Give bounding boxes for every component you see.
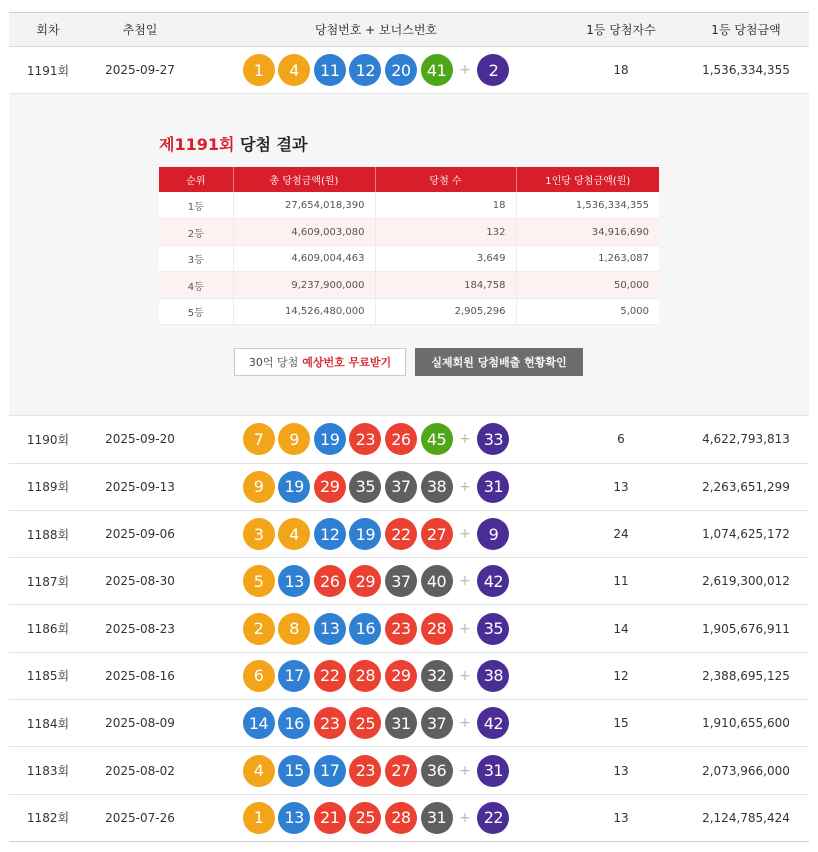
number-ball: 31 xyxy=(385,707,417,739)
prize-per-person: 50,000 xyxy=(516,272,659,299)
prize-total: 9,237,900,000 xyxy=(233,272,375,299)
number-ball: 8 xyxy=(278,613,310,645)
number-ball: 4 xyxy=(278,518,310,550)
winners-cell: 18 xyxy=(613,63,629,78)
number-ball: 28 xyxy=(349,660,381,692)
winners-cell: 11 xyxy=(613,574,629,589)
prize-row xyxy=(159,245,659,272)
number-ball: 23 xyxy=(385,613,417,645)
table-row[interactable] xyxy=(9,605,809,652)
round-cell: 1184회 xyxy=(26,716,70,731)
prize-count: 132 xyxy=(375,219,516,246)
number-ball: 29 xyxy=(314,471,346,503)
numbers-cell xyxy=(193,795,559,841)
prize-count: 184,758 xyxy=(375,272,516,299)
number-ball: 38 xyxy=(421,471,453,503)
plus-icon: + xyxy=(459,620,471,637)
number-ball: 35 xyxy=(349,471,381,503)
table-row[interactable] xyxy=(9,416,809,463)
bonus-ball: 9 xyxy=(477,518,509,550)
number-ball: 13 xyxy=(278,802,310,834)
date-cell: 2025-09-13 xyxy=(105,479,175,494)
prize-col-rank: 순위 xyxy=(159,167,233,192)
number-ball: 29 xyxy=(349,565,381,597)
date-cell: 2025-08-30 xyxy=(105,574,175,589)
prize-table xyxy=(159,167,659,325)
winners-cell: 13 xyxy=(613,763,629,778)
round-cell: 1185회 xyxy=(26,669,70,684)
plus-icon: + xyxy=(459,667,471,684)
ball-group xyxy=(243,423,510,455)
amount-cell: 2,124,785,424 xyxy=(702,810,790,825)
number-ball: 17 xyxy=(314,755,346,787)
date-cell: 2025-09-20 xyxy=(105,432,175,447)
prize-col-per-person: 1인당 당첨금액(원) xyxy=(516,167,659,192)
numbers-cell xyxy=(193,464,559,510)
number-ball: 9 xyxy=(243,471,275,503)
numbers-cell xyxy=(193,700,559,746)
numbers-cell xyxy=(193,605,559,651)
date-cell: 2025-09-06 xyxy=(105,527,175,542)
date-cell: 2025-08-23 xyxy=(105,621,175,636)
amount-cell: 4,622,793,813 xyxy=(702,432,790,447)
number-ball: 9 xyxy=(278,423,310,455)
number-ball: 14 xyxy=(243,707,275,739)
winners-cell: 13 xyxy=(613,810,629,825)
header-winners: 1등 당첨자수 xyxy=(586,23,656,37)
ball-group xyxy=(243,613,510,645)
prize-rank: 4등 xyxy=(159,272,233,299)
number-ball: 27 xyxy=(385,755,417,787)
table-row[interactable] xyxy=(9,558,809,605)
number-ball: 25 xyxy=(349,707,381,739)
winners-cell: 14 xyxy=(613,621,629,636)
amount-cell: 1,536,334,355 xyxy=(702,63,790,78)
plus-icon: + xyxy=(459,526,471,543)
bonus-ball: 2 xyxy=(477,54,509,86)
prize-col-total: 총 당첨금액(원) xyxy=(233,167,375,192)
number-ball: 22 xyxy=(385,518,417,550)
number-ball: 7 xyxy=(243,423,275,455)
number-ball: 16 xyxy=(349,613,381,645)
free-prediction-highlight: 예상번호 무료받기 xyxy=(302,356,392,370)
number-ball: 13 xyxy=(314,613,346,645)
number-ball: 41 xyxy=(421,54,453,86)
date-cell: 2025-07-26 xyxy=(105,810,175,825)
table-row[interactable] xyxy=(9,47,809,94)
number-ball: 31 xyxy=(421,802,453,834)
table-row[interactable] xyxy=(9,464,809,511)
winners-cell: 15 xyxy=(613,716,629,731)
prize-col-count: 당첨 수 xyxy=(375,167,516,192)
amount-cell: 2,388,695,125 xyxy=(702,668,790,683)
table-row[interactable] xyxy=(9,653,809,700)
prize-rank: 2등 xyxy=(159,219,233,246)
detail-title-text: 당첨 결과 xyxy=(234,135,308,155)
numbers-cell xyxy=(193,653,559,699)
amount-cell: 2,619,300,012 xyxy=(702,574,790,589)
bonus-ball: 33 xyxy=(477,423,509,455)
amount-cell: 1,074,625,172 xyxy=(702,527,790,542)
plus-icon: + xyxy=(459,762,471,779)
winners-cell: 13 xyxy=(613,479,629,494)
amount-cell: 2,073,966,000 xyxy=(702,763,790,778)
prize-count: 3,649 xyxy=(375,245,516,272)
bonus-ball: 31 xyxy=(477,755,509,787)
prize-rank: 1등 xyxy=(159,192,233,219)
numbers-cell xyxy=(193,558,559,604)
ball-group xyxy=(243,755,510,787)
round-cell: 1190회 xyxy=(26,432,70,447)
number-ball: 19 xyxy=(349,518,381,550)
numbers-cell xyxy=(193,511,559,557)
round-cell: 1182회 xyxy=(26,811,70,826)
plus-icon: + xyxy=(459,431,471,448)
prize-per-person: 1,263,087 xyxy=(516,245,659,272)
lotto-results-table xyxy=(9,12,809,842)
plus-icon: + xyxy=(459,809,471,826)
number-ball: 4 xyxy=(278,54,310,86)
bonus-ball: 38 xyxy=(477,660,509,692)
ball-group xyxy=(243,802,510,834)
number-ball: 11 xyxy=(314,54,346,86)
prize-total: 4,609,003,080 xyxy=(233,219,375,246)
number-ball: 37 xyxy=(385,565,417,597)
winners-cell: 24 xyxy=(613,527,629,542)
number-ball: 3 xyxy=(243,518,275,550)
number-ball: 19 xyxy=(278,471,310,503)
plus-icon: + xyxy=(459,573,471,590)
ball-group xyxy=(243,471,510,503)
prize-row xyxy=(159,192,659,219)
table-row[interactable] xyxy=(9,795,809,842)
number-ball: 5 xyxy=(243,565,275,597)
number-ball: 40 xyxy=(421,565,453,597)
prize-rank: 5등 xyxy=(159,298,233,325)
prize-row xyxy=(159,219,659,246)
round-cell: 1187회 xyxy=(26,574,70,589)
number-ball: 6 xyxy=(243,660,275,692)
number-ball: 26 xyxy=(314,565,346,597)
amount-cell: 1,905,676,911 xyxy=(702,621,790,636)
prize-rank: 3등 xyxy=(159,245,233,272)
bonus-ball: 42 xyxy=(477,707,509,739)
number-ball: 23 xyxy=(349,423,381,455)
plus-icon: + xyxy=(459,62,471,79)
number-ball: 20 xyxy=(385,54,417,86)
number-ball: 25 xyxy=(349,802,381,834)
header-numbers: 당첨번호 + 보너스번호 xyxy=(314,23,437,37)
ball-group xyxy=(243,565,510,597)
ball-group xyxy=(243,54,510,86)
round-cell: 1191회 xyxy=(26,63,70,78)
number-ball: 15 xyxy=(278,755,310,787)
detail-title-round: 제1191회 xyxy=(159,135,235,155)
round-cell: 1188회 xyxy=(26,527,70,542)
prize-row xyxy=(159,272,659,299)
free-prediction-button[interactable] xyxy=(234,348,406,376)
numbers-cell xyxy=(193,747,559,793)
ball-group xyxy=(243,518,510,550)
number-ball: 12 xyxy=(349,54,381,86)
number-ball: 27 xyxy=(421,518,453,550)
round-cell: 1186회 xyxy=(26,622,70,637)
number-ball: 28 xyxy=(421,613,453,645)
round-cell: 1189회 xyxy=(26,480,70,495)
number-ball: 36 xyxy=(421,755,453,787)
date-cell: 2025-08-16 xyxy=(105,668,175,683)
header-round: 회차 xyxy=(36,23,60,37)
table-row[interactable] xyxy=(9,511,809,558)
number-ball: 2 xyxy=(243,613,275,645)
prize-row xyxy=(159,298,659,325)
amount-cell: 2,263,651,299 xyxy=(702,479,790,494)
date-cell: 2025-09-27 xyxy=(105,63,175,78)
date-cell: 2025-08-02 xyxy=(105,763,175,778)
number-ball: 37 xyxy=(385,471,417,503)
number-ball: 22 xyxy=(314,660,346,692)
prize-per-person: 1,536,334,355 xyxy=(516,192,659,219)
plus-icon: + xyxy=(459,478,471,495)
numbers-cell xyxy=(193,416,559,462)
table-header xyxy=(9,12,809,47)
table-row[interactable] xyxy=(9,700,809,747)
round-cell: 1183회 xyxy=(26,764,70,779)
numbers-cell xyxy=(193,47,559,93)
number-ball: 4 xyxy=(243,755,275,787)
number-ball: 23 xyxy=(349,755,381,787)
number-ball: 16 xyxy=(278,707,310,739)
number-ball: 37 xyxy=(421,707,453,739)
number-ball: 17 xyxy=(278,660,310,692)
amount-cell: 1,910,655,600 xyxy=(702,716,790,731)
prize-count: 2,905,296 xyxy=(375,298,516,325)
number-ball: 23 xyxy=(314,707,346,739)
bonus-ball: 42 xyxy=(477,565,509,597)
ball-group xyxy=(243,707,510,739)
winners-cell: 6 xyxy=(617,432,625,447)
prize-count: 18 xyxy=(375,192,516,219)
plus-icon: + xyxy=(459,715,471,732)
date-cell: 2025-08-09 xyxy=(105,716,175,731)
free-prediction-prefix: 30억 당첨 xyxy=(248,356,299,370)
number-ball: 12 xyxy=(314,518,346,550)
prize-per-person: 34,916,690 xyxy=(516,219,659,246)
number-ball: 1 xyxy=(243,802,275,834)
header-date: 추첨일 xyxy=(122,23,158,37)
number-ball: 1 xyxy=(243,54,275,86)
ball-group xyxy=(243,660,510,692)
round-detail-panel xyxy=(9,94,809,416)
bonus-ball: 31 xyxy=(477,471,509,503)
number-ball: 29 xyxy=(385,660,417,692)
bonus-ball: 35 xyxy=(477,613,509,645)
number-ball: 32 xyxy=(421,660,453,692)
prize-per-person: 5,000 xyxy=(516,298,659,325)
number-ball: 26 xyxy=(385,423,417,455)
prize-total: 14,526,480,000 xyxy=(233,298,375,325)
table-row[interactable] xyxy=(9,747,809,794)
bonus-ball: 22 xyxy=(477,802,509,834)
detail-title xyxy=(159,132,307,155)
number-ball: 21 xyxy=(314,802,346,834)
number-ball: 13 xyxy=(278,565,310,597)
member-winners-button[interactable]: 실제회원 당첨배출 현황확인 xyxy=(415,348,583,376)
header-amount: 1등 당첨금액 xyxy=(711,23,781,37)
winners-cell: 12 xyxy=(613,668,629,683)
prize-total: 27,654,018,390 xyxy=(233,192,375,219)
number-ball: 28 xyxy=(385,802,417,834)
number-ball: 19 xyxy=(314,423,346,455)
number-ball: 45 xyxy=(421,423,453,455)
prize-total: 4,609,004,463 xyxy=(233,245,375,272)
